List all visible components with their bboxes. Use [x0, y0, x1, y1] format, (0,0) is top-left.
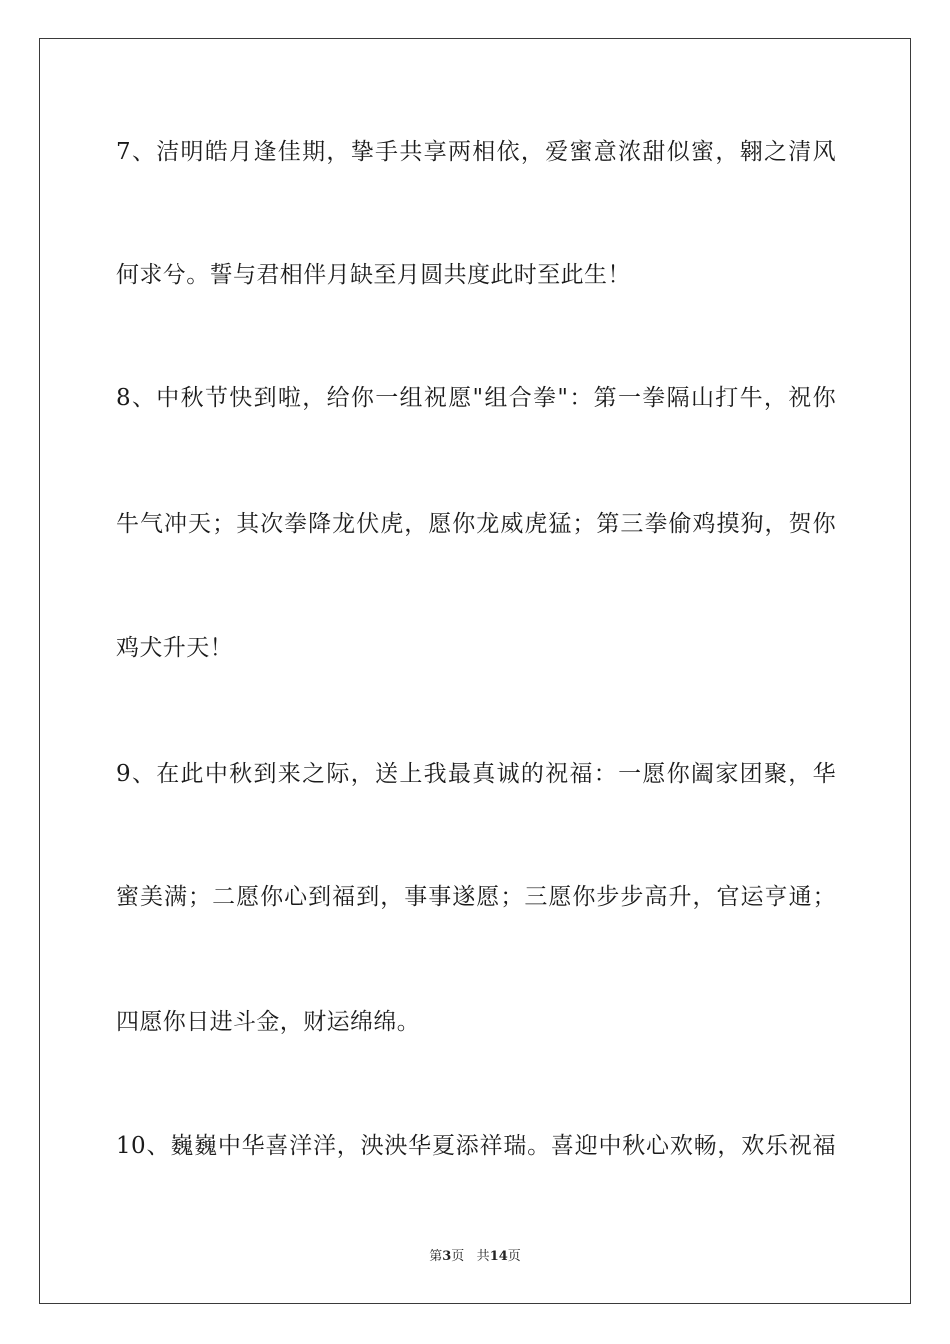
total-pages: 14: [489, 1249, 508, 1264]
page-prefix: 第: [429, 1249, 443, 1264]
paragraph-line: 鸡犬升天！: [116, 635, 233, 661]
paragraph-line: 蜜美满；二愿你心到福到，事事遂愿；三愿你步步高升，官运亨通；: [116, 884, 836, 910]
total-suffix: 页: [507, 1249, 521, 1264]
page-number: 3: [442, 1249, 452, 1264]
paragraph-line: 四愿你日进斗金，财运绵绵。: [116, 1009, 421, 1035]
paragraph-line: 9、在此中秋到来之际，送上我最真诚的祝福：一愿你阖家团聚，华: [116, 761, 836, 787]
paragraph-line: 8、中秋节快到啦，给你一组祝愿"组合拳"：第一拳隔山打牛，祝你: [116, 385, 836, 411]
paragraph-line: 何求兮。誓与君相伴月缺至月圆共度此时至此生！: [116, 262, 631, 288]
page-suffix: 页: [451, 1249, 465, 1264]
page-border: [39, 38, 911, 1304]
paragraph-line: 10、巍巍中华喜洋洋，泱泱华夏添祥瑞。喜迎中秋心欢畅，欢乐祝福: [116, 1133, 836, 1159]
paragraph-line: 7、洁明皓月逢佳期，挚手共享两相依，爱蜜意浓甜似蜜，翱之清风: [116, 139, 836, 165]
paragraph-line: 牛气冲天；其次拳降龙伏虎，愿你龙威虎猛；第三拳偷鸡摸狗，贺你: [116, 511, 836, 537]
total-prefix: 共: [476, 1249, 490, 1264]
page-footer: [0, 1249, 950, 1265]
